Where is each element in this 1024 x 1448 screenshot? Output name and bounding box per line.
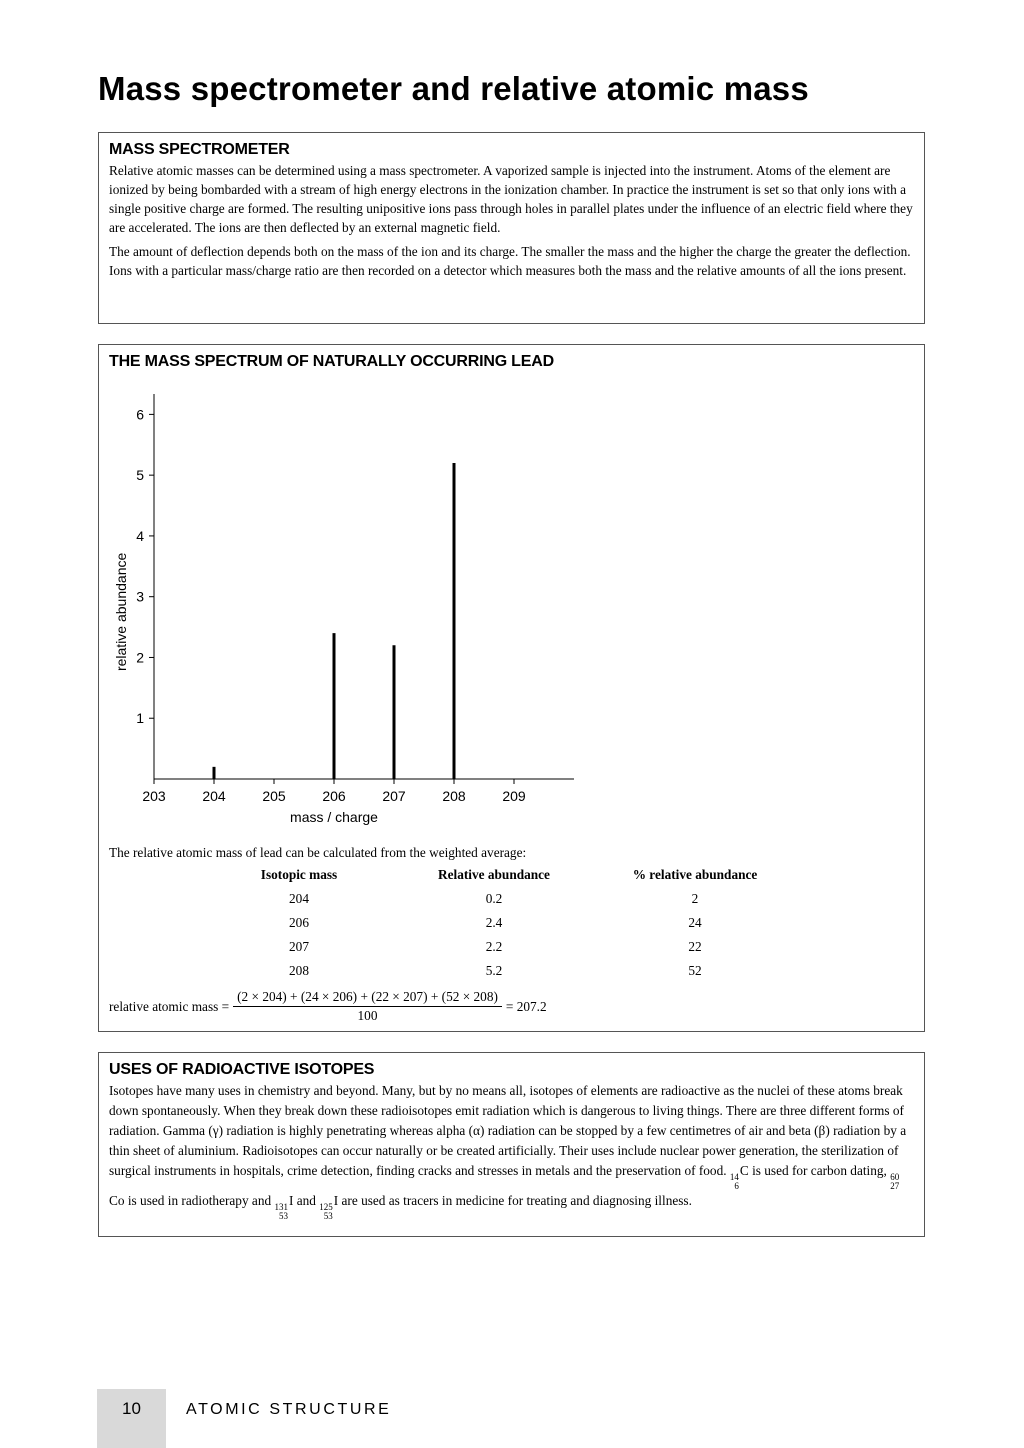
x-tick-label: 204 bbox=[202, 788, 226, 804]
nuclide-mass-number: 14 bbox=[729, 1172, 739, 1182]
column-header-percent-abundance: % relative abundance bbox=[632, 867, 758, 882]
table-cell: 5.2 bbox=[485, 963, 503, 978]
x-tick-label: 207 bbox=[382, 788, 406, 804]
table-cell: 2 bbox=[691, 891, 699, 906]
radioactive-isotopes-paragraph bbox=[109, 1081, 914, 1221]
nuclide-symbol: C bbox=[739, 1163, 749, 1178]
nuclide-symbol: I bbox=[333, 1193, 339, 1208]
mass-spectrometer-paragraph-2: The amount of deflection depends both on the mass of the ion and its charge. The smaller the mass and the higher the charge the greater the deflection. Ions with a particular mass/charge ratio are then recorded on a detector which measures both the mass and the relative amounts of all the ions present. bbox=[109, 244, 911, 278]
paragraph-text: is used in radiotherapy and bbox=[124, 1193, 275, 1208]
iodine-125-nuclide bbox=[319, 1203, 333, 1221]
calculation-intro: The relative atomic mass of lead can be calculated from the weighted average: bbox=[109, 845, 527, 860]
x-tick-label: 203 bbox=[142, 788, 166, 804]
mass-spectrometer-heading: MASS SPECTROMETER bbox=[109, 141, 290, 158]
formula-denominator: 100 bbox=[357, 1008, 378, 1023]
relative-atomic-mass-formula bbox=[109, 989, 547, 1024]
table-row bbox=[219, 887, 781, 911]
lead-spectrum-heading: THE MASS SPECTRUM OF NATURALLY OCCURRING LEAD bbox=[109, 353, 554, 370]
formula-fraction bbox=[233, 989, 502, 1024]
nuclide-symbol: Co bbox=[109, 1193, 125, 1208]
nuclide-mass-number: 125 bbox=[319, 1202, 333, 1212]
lead-spectrum-section bbox=[98, 344, 925, 1032]
y-tick-label: 3 bbox=[136, 588, 144, 605]
footer-page-number: 10 bbox=[97, 1389, 166, 1448]
y-tick-label: 4 bbox=[136, 527, 144, 544]
iodine-131-nuclide bbox=[274, 1203, 288, 1221]
paragraph-text: Isotopes have many uses in chemistry and beyond. Many, but by no means all, isotopes of elements are radioactive as the nuclei of these atoms break down spontaneously. When they break down these radioisotopes emit radiation which is dangerous to living things. There are three different forms of radiation. Gamma (γ) radiation is highly penetrating whereas alpha (α) radiation can be stopped by a few centimetres of air and beta (β) radiation by a thin sheet of aluminium. Radioisotopes can occur naturally or be created artificially. Their uses include nuclear power generation, the sterilization of surgical instruments in hospitals, crime detection, finding cracks and stresses in metals and the preservation of food. bbox=[109, 1083, 907, 1178]
table-cell: 52 bbox=[688, 963, 702, 978]
formula-numerator: (2 × 204) + (24 × 206) + (22 × 207) + (52 × 208) bbox=[233, 989, 502, 1007]
nuclide-atomic-number: 27 bbox=[890, 1181, 900, 1191]
formula-label: relative atomic mass = bbox=[109, 998, 230, 1014]
paragraph-text: is used for carbon dating, bbox=[748, 1163, 891, 1178]
table-row bbox=[219, 911, 781, 935]
chart-axes bbox=[154, 394, 574, 779]
isotope-table bbox=[219, 863, 781, 983]
table-cell: 2.4 bbox=[485, 915, 503, 930]
footer-section-title: ATOMIC STRUCTURE bbox=[186, 1401, 392, 1418]
page-title: Mass spectrometer and relative atomic mass bbox=[98, 70, 809, 107]
y-tick-label: 1 bbox=[136, 710, 144, 727]
table-cell: 207 bbox=[289, 939, 309, 954]
nuclide-atomic-number: 53 bbox=[278, 1211, 288, 1221]
nuclide-mass-number: 60 bbox=[890, 1172, 900, 1182]
carbon-14-nuclide bbox=[730, 1173, 739, 1191]
chart-bars bbox=[214, 463, 454, 779]
radioactive-isotopes-heading: USES OF RADIOACTIVE ISOTOPES bbox=[109, 1061, 375, 1078]
x-tick-label: 209 bbox=[502, 788, 526, 804]
radioactive-isotopes-section bbox=[98, 1052, 925, 1237]
y-axis-label: relative abundance bbox=[113, 552, 129, 672]
paragraph-text: are used as tracers in medicine for treating and diagnosing illness. bbox=[338, 1193, 692, 1208]
table-row bbox=[219, 959, 781, 983]
table-cell: 2.2 bbox=[485, 939, 503, 954]
y-tick-label: 2 bbox=[136, 649, 144, 666]
mass-spectrum-chart bbox=[99, 345, 926, 835]
nuclide-symbol: I bbox=[288, 1193, 294, 1208]
nuclide-atomic-number: 53 bbox=[323, 1211, 333, 1221]
chart-y-ticks bbox=[136, 406, 154, 726]
table-cell: 208 bbox=[289, 963, 309, 978]
x-tick-label: 205 bbox=[262, 788, 286, 804]
cobalt-60-nuclide bbox=[890, 1173, 899, 1191]
mass-spectrometer-section bbox=[98, 132, 925, 324]
formula-result: = 207.2 bbox=[505, 998, 547, 1014]
y-tick-label: 6 bbox=[136, 406, 144, 423]
column-header-relative-abundance: Relative abundance bbox=[438, 867, 550, 882]
table-header-row bbox=[219, 863, 781, 887]
x-tick-label: 206 bbox=[322, 788, 346, 804]
table-cell: 204 bbox=[289, 891, 309, 906]
table-cell: 22 bbox=[688, 939, 702, 954]
table-row bbox=[219, 935, 781, 959]
table-cell: 206 bbox=[289, 915, 309, 930]
x-axis-label: mass / charge bbox=[290, 809, 378, 825]
y-tick-label: 5 bbox=[136, 467, 144, 484]
nuclide-atomic-number: 6 bbox=[734, 1181, 739, 1191]
paragraph-text: and bbox=[293, 1193, 320, 1208]
table-cell: 0.2 bbox=[485, 891, 503, 906]
chart-x-ticks bbox=[142, 779, 526, 804]
nuclide-mass-number: 131 bbox=[274, 1202, 288, 1212]
table-cell: 24 bbox=[688, 915, 702, 930]
x-tick-label: 208 bbox=[442, 788, 466, 804]
mass-spectrometer-paragraph-1: Relative atomic masses can be determined using a mass spectrometer. A vaporized sample is injected into the instrument. Atoms of the element are ionized by being bombarded with a stream of high energy electrons in the ionization chamber. In practice the instrument is set so that only ions with a single positive charge are formed. The resulting unipositive ions pass through holes in parallel plates under the influence of an electric field where they are accelerated. The ions are then deflected by an external magnetic field. bbox=[109, 163, 913, 235]
column-header-isotopic-mass: Isotopic mass bbox=[260, 867, 338, 882]
